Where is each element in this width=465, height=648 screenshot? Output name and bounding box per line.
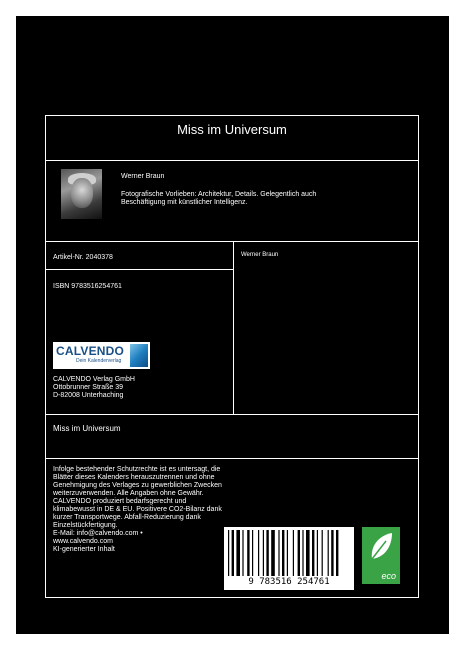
barcode-bars bbox=[228, 530, 350, 576]
barcode-number: 9 783516 254761 bbox=[248, 577, 330, 587]
barcode-bar bbox=[302, 530, 303, 576]
calvendo-logo bbox=[53, 342, 150, 369]
page-title: Miss im Universum bbox=[177, 122, 287, 137]
eco-badge bbox=[362, 527, 400, 584]
legal-text: Infolge bestehender Schutzrechte ist es untersagt, die Blätter dieses Kalenders herauszutrennen und ohne Genehmigung des Verlages zu gewerblichen Zwecken weiterzuverwenden. Alle Angaben ohne Gewähr. CALVENDO produziert bedarfsgerecht und klimabewusst in DE & EU. Positivere CO2-Bilanz dank kurzer Transportwege. Abfall-Reduzierung dank Einzelstückfertigung. E-Mail: info@calvendo.com • www.calvendo.com KI-generierter Inhalt bbox=[53, 466, 222, 553]
barcode-bar bbox=[312, 530, 314, 576]
barcode-bar bbox=[271, 530, 275, 576]
eco-label: eco bbox=[381, 571, 396, 581]
barcode-bar bbox=[258, 530, 259, 576]
barcode bbox=[224, 527, 354, 590]
barcode-bar bbox=[298, 530, 300, 576]
right-author-box bbox=[233, 241, 419, 415]
logo-mark-icon bbox=[130, 344, 148, 367]
barcode-bar bbox=[293, 530, 294, 576]
barcode-bar bbox=[317, 530, 318, 576]
barcode-bar bbox=[247, 530, 249, 576]
leaf-icon bbox=[362, 527, 400, 567]
barcode-bar bbox=[266, 530, 268, 576]
barcode-bar bbox=[236, 530, 240, 576]
right-author-name: Werner Braun bbox=[241, 252, 279, 258]
barcode-bar bbox=[287, 530, 288, 576]
isbn: ISBN 9783516254761 bbox=[53, 283, 122, 290]
barcode-bar bbox=[336, 530, 338, 576]
barcode-bar bbox=[322, 530, 323, 576]
author-name: Werner Braun bbox=[121, 173, 165, 180]
barcode-bar bbox=[282, 530, 284, 576]
logo-tagline: Dein Kalenderverlag bbox=[76, 358, 122, 364]
barcode-bar bbox=[232, 530, 234, 576]
barcode-bar bbox=[252, 530, 253, 576]
logo-wordmark: CALVENDO bbox=[56, 344, 125, 358]
article-number: Artikel-Nr. 2040378 bbox=[53, 254, 113, 261]
barcode-bar bbox=[242, 530, 243, 576]
publisher-address: CALVENDO Verlag GmbH Ottobrunner Straße 39 D-82008 Unterhaching bbox=[53, 376, 135, 399]
barcode-bar bbox=[306, 530, 310, 576]
footer-title-box bbox=[45, 414, 419, 459]
footer-title: Miss im Universum bbox=[53, 424, 121, 433]
barcode-bar bbox=[228, 530, 229, 576]
barcode-bar bbox=[331, 530, 333, 576]
barcode-bar bbox=[278, 530, 279, 576]
author-photo bbox=[61, 169, 102, 219]
barcode-bar bbox=[263, 530, 264, 576]
author-bio: Fotografische Vorlieben: Architektur, Details. Gelegentlich auch Beschäftigung mit künstlicher Intelligenz. bbox=[121, 191, 317, 206]
barcode-bar bbox=[328, 530, 329, 576]
